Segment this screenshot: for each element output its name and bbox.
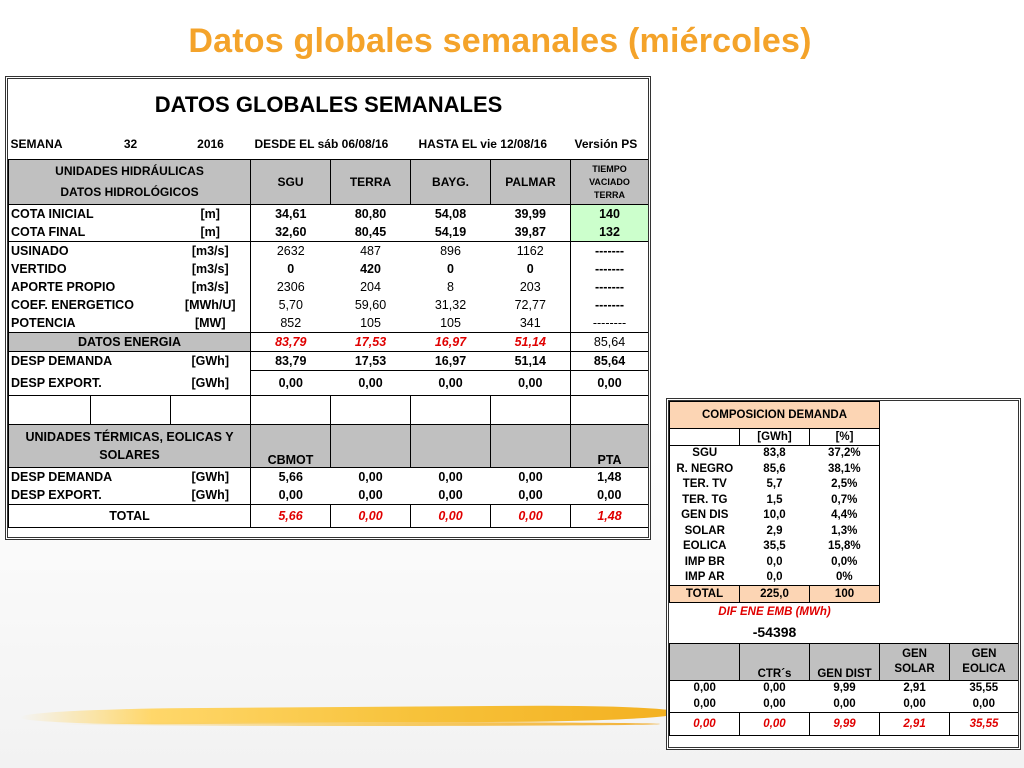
semana-label: SEMANA (10, 137, 63, 151)
comp-row: EOLICA 35,5 15,8% (670, 539, 1019, 555)
comp-header-gwh: [GWh] (740, 429, 810, 446)
table-row: DESP DEMANDA [GWh] 83,79 17,53 16,97 51,14 85,64 (9, 352, 649, 371)
table-row: DESP EXPORT. [GWh] 0,00 0,00 0,00 0,00 0,00 (9, 486, 649, 505)
header-terra: TERRA (331, 160, 411, 205)
table-row: COTA FINAL [m] 32,60 80,45 54,19 39,87 132 (9, 223, 649, 242)
comp-row: IMP BR 0,0 0,0% (670, 554, 1019, 570)
comp-row: TER. TG 1,5 0,7% (670, 492, 1019, 508)
table-row: APORTE PROPIO [m3/s] 2306 204 8 203 ------- (9, 278, 649, 296)
desde-date: DESDE EL sáb 06/08/16 (254, 137, 389, 151)
header-gen-solar: GEN SOLAR (880, 643, 950, 680)
composicion-demanda-panel (666, 398, 1021, 750)
dif-ene-emb-value: -54398 (752, 623, 797, 640)
header-tiempo-vaciado: TIEMPO VACIADO TERRA (571, 160, 649, 205)
comp-row: GEN DIS 10,0 4,4% (670, 508, 1019, 524)
header-gen-dist: GEN DIST (810, 643, 880, 680)
blank-row (9, 395, 649, 424)
table-row: COEF. ENERGETICO [MWh/U] 5,70 59,60 31,32 72,77 ------- (9, 296, 649, 314)
comp-row: TER. TV 5,7 2,5% (670, 477, 1019, 493)
decorative-swoosh-line (60, 722, 660, 726)
dif-ene-emb-label: DIF ENE EMB (MWh) (718, 605, 831, 618)
comp-bottom-total: 0,00 0,00 9,99 2,91 35,55 (670, 712, 1019, 735)
comp-title: COMPOSICION DEMANDA (670, 402, 880, 429)
table-title: DATOS GLOBALES SEMANALES (154, 92, 503, 117)
table-row: DESP DEMANDA [GWh] 5,66 0,00 0,00 0,00 1,48 (9, 467, 649, 486)
header-sgu: SGU (251, 160, 331, 205)
comp-header-pct: [%] (810, 429, 880, 446)
header-pta: PTA (571, 424, 649, 467)
header-cbmot: CBMOT (251, 424, 331, 467)
comp-bottom-row: 0,00 0,00 0,00 0,00 0,00 (670, 696, 1019, 712)
header-ctrs: CTR´s (740, 643, 810, 680)
comp-row: R. NEGRO 85,6 38,1% (670, 461, 1019, 477)
year: 2016 (197, 137, 224, 151)
semana-number: 32 (123, 137, 138, 151)
table-row-total: TOTAL 5,66 0,00 0,00 0,00 1,48 (9, 504, 649, 527)
table-row: USINADO [m3/s] 2632 487 896 1162 ------- (9, 242, 649, 261)
table-row-datos-energia: DATOS ENERGIA 83,79 17,53 16,97 51,14 85,64 (9, 333, 649, 352)
slide-title: Datos globales semanales (miércoles) (188, 22, 812, 60)
weekly-data-table (5, 76, 651, 540)
header-palmar: PALMAR (491, 160, 571, 205)
table-row: DESP EXPORT. [GWh] 0,00 0,00 0,00 0,00 0,00 (9, 371, 649, 396)
comp-bottom-row: 0,00 0,00 9,99 2,91 35,55 (670, 680, 1019, 696)
header-gen-eolica: GEN EOLICA (950, 643, 1019, 680)
version: Versión PS (574, 137, 638, 151)
table-row: POTENCIA [MW] 852 105 105 341 -------- (9, 314, 649, 333)
comp-row-total: TOTAL 225,0 100 (670, 586, 1019, 603)
comp-row: IMP AR 0,0 0% (670, 570, 1019, 586)
header-unidades-termicas: UNIDADES TÉRMICAS, EOLICAS Y SOLARES (9, 424, 251, 467)
header-unidades-hidraulicas: UNIDADES HIDRÁULICAS DATOS HIDROLÓGICOS (9, 160, 251, 205)
table-row: VERTIDO [m3/s] 0 420 0 0 ------- (9, 260, 649, 278)
hasta-date: HASTA EL vie 12/08/16 (418, 137, 548, 151)
header-bayg: BAYG. (411, 160, 491, 205)
comp-row: SGU 83,8 37,2% (670, 445, 1019, 461)
table-row: COTA INICIAL [m] 34,61 80,80 54,08 39,99 140 (9, 205, 649, 224)
comp-row: SOLAR 2,9 1,3% (670, 523, 1019, 539)
